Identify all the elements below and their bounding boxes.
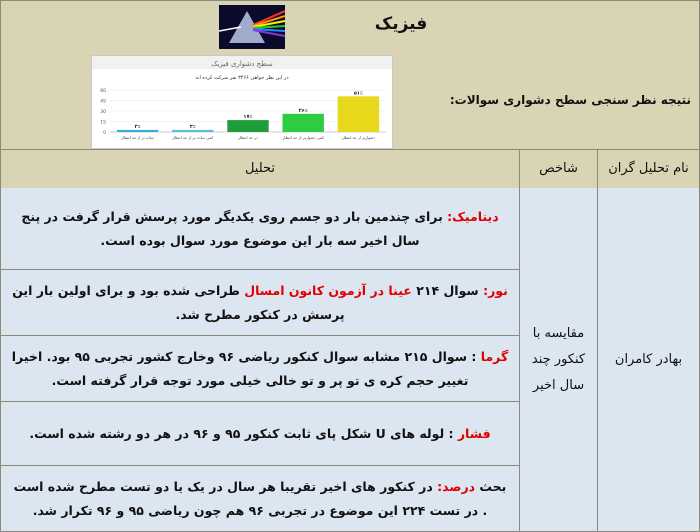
metric-cell <box>520 188 597 531</box>
chart-category-label: کمی دشوارتر از حد انتظار <box>282 135 324 140</box>
chart-bar <box>338 96 379 132</box>
analysis-body: : لوله های U شکل پای ثابت کنکور ۹۵ و ۹۶ در هر دو رشته شده است. <box>29 425 458 441</box>
chart-category-label: ساده تر از حد انتظار <box>121 135 154 140</box>
chart-ytick-label: 30 <box>100 109 106 115</box>
analysis-body: : سوال ۲۱۵ مشابه سوال کنکور ریاضی ۹۶ وخارج کشور تجربی ۹۵ بود. اخیرا تغییر حجم کره ی تو پر و تو خالی خیلی مورد توجه قرار گرفته است. <box>11 348 481 388</box>
analysis-key: گرما <box>480 348 509 364</box>
analysis-pre: بحث <box>475 478 507 494</box>
title-row <box>0 0 700 54</box>
intro-text: نتیجه نظر سنجی سطح دشواری سوالات: <box>449 93 691 107</box>
chart-data-label: ۵۱٪ <box>353 90 363 97</box>
header-divider <box>597 150 598 188</box>
chart-subtitle: در این نظر خواهی ۳۴۶۶ نفر شرکت کرده اند <box>195 75 289 81</box>
analysis-key: فشار <box>457 425 491 441</box>
chart-data-label: ۳٪ <box>134 123 141 130</box>
column-divider <box>519 188 520 531</box>
analysis-highlight: عینا در آزمون کانون امسال <box>244 282 412 298</box>
analysis-column <box>1 188 519 531</box>
chart-ytick-label: 60 <box>100 88 106 94</box>
table-header <box>0 149 700 189</box>
analysis-body: طراحی شده بود و برای اولین بار این پرسش در کنکور مطرح شد. <box>12 282 345 322</box>
analysis-key: نور: <box>483 282 508 298</box>
analysis-text <box>11 475 509 523</box>
chart-bar <box>117 130 158 132</box>
chart-bar <box>283 114 324 132</box>
analysis-pre: سوال ۲۱۴ <box>411 282 484 298</box>
header-divider <box>519 150 520 188</box>
chart-ytick-label: 15 <box>100 120 106 126</box>
metric-text: مقایسه با کنکور چند سال اخیر <box>531 325 586 393</box>
analysis-key: دینامیک: <box>447 208 499 224</box>
analysis-body: برای چندمین بار دو جسم روی یکدیگر مورد پرسش قرار گرفت در پنج سال اخیر سه بار این موضوع مورد سوال بوده است. <box>21 208 448 248</box>
analyst-name: بهادر کامران <box>614 352 683 367</box>
chart-ytick-label: 0 <box>103 130 106 136</box>
analysis-text <box>29 422 490 446</box>
analysis-pressure <box>1 402 519 466</box>
intro-row <box>0 53 700 149</box>
chart-category-label: کمی ساده تر از حد انتظار <box>172 135 214 140</box>
analysis-dynamics <box>1 188 519 270</box>
difficulty-chart <box>91 55 393 149</box>
table-body <box>0 188 700 532</box>
analysis-percent <box>1 466 519 531</box>
chart-data-label: ۳٪ <box>189 123 196 130</box>
chart-data-label: ۱۷٪ <box>243 114 253 121</box>
chart-ytick-label: 45 <box>100 99 106 105</box>
header-metric: شاخص <box>539 161 578 176</box>
analysis-heat <box>1 336 519 402</box>
analysis-text <box>11 279 509 327</box>
chart-bar <box>227 120 268 132</box>
chart-category-label: دشوارتر از حد انتظار <box>341 135 375 140</box>
analysis-text <box>11 345 509 393</box>
header-analysts: نام تحلیل گران <box>608 161 689 176</box>
chart-data-label: ۲۶٪ <box>298 107 308 114</box>
analysis-key: درصد: <box>437 478 476 494</box>
header-analysis: تحلیل <box>244 161 276 176</box>
chart-svg <box>92 56 392 148</box>
prism-logo-icon <box>219 5 285 49</box>
chart-title: سطح دشواری فیزیک <box>211 60 273 68</box>
analysis-optics <box>1 270 519 336</box>
column-divider <box>597 188 598 531</box>
chart-category-label: در حد انتظار <box>238 135 258 140</box>
page-title: فیزیک <box>374 14 428 34</box>
analysis-body: در کنکور های اخیر تقریبا هر سال در یک یا دو تست مطرح شده است . در تست ۲۲۴ این موضوع در تجربی ۹۶ هم چون ریاضی ۹۵ و ۹۶ تکرار شد. <box>13 478 488 518</box>
analysis-text <box>11 205 509 253</box>
chart-bar <box>172 130 213 132</box>
